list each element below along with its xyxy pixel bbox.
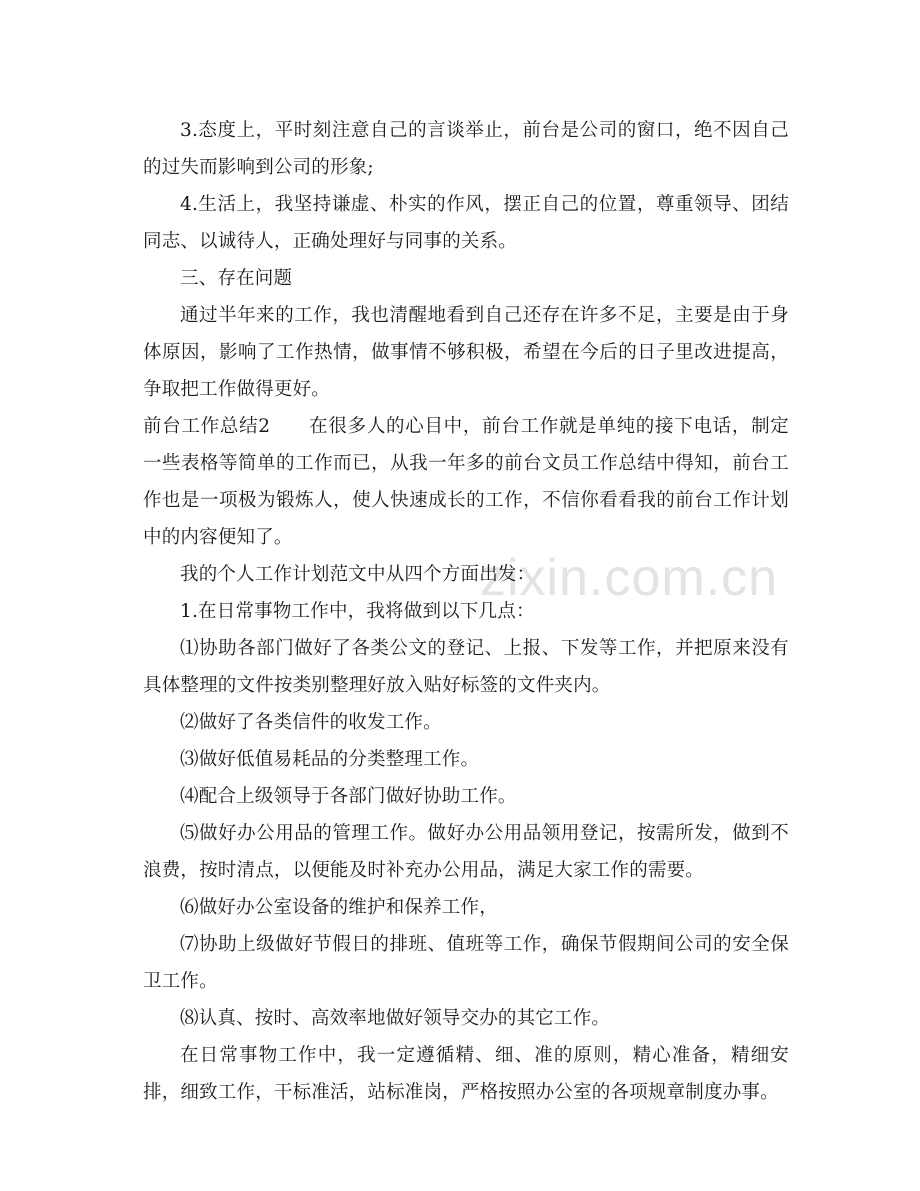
list-item-8: ⑻认真、按时、高效率地做好领导交办的其它工作。 <box>180 1008 611 1029</box>
watermark: zixin.com.cn <box>480 549 779 607</box>
paragraph-summary-2: 前台工作总结2 在很多人的心目中，前台工作就是单纯的接下电话，制定一些表格等简单的工作而已，从我一年多的前台文员工作总结中得知，前台工作也是一项极为锻炼人，使人快速成长的工作，不信你看看我的前台工作计划中的内容便知了。 <box>143 416 789 548</box>
paragraph-problems: 通过半年来的工作，我也清醒地看到自己还存在许多不足，主要是由于身体原因，影响了工作热情，做事情不够积极，希望在今后的日子里改进提高，争取把工作做得更好。 <box>143 305 789 400</box>
paragraph-plan-intro: 我的个人工作计划范文中从四个方面出发： <box>180 564 536 585</box>
list-item-1: ⑴协助各部门做好了各类公文的登记、上报、下发等工作，并把原来没有具体整理的文件按类别整理好放入贴好标签的文件夹内。 <box>143 638 789 696</box>
paragraph-life: 4.生活上，我坚持谦虚、朴实的作风，摆正自己的位置，尊重领导、团结同志、以诚待人，正确处理好与同事的关系。 <box>143 194 789 252</box>
list-item-4: ⑷配合上级领导于各部门做好协助工作。 <box>180 786 517 807</box>
list-item-5: ⑸做好办公用品的管理工作。做好办公用品领用登记，按需所发，做到不浪费，按时清点，以便能及时补充办公用品，满足大家工作的需要。 <box>143 823 789 881</box>
document-page <box>143 112 789 1111</box>
section-heading-problems: 三、存在问题 <box>180 268 293 289</box>
list-item-7: ⑺协助上级做好节假日的排班、值班等工作，确保节假期间公司的安全保卫工作。 <box>143 934 789 992</box>
list-item-3: ⑶做好低值易耗品的分类整理工作。 <box>180 749 480 770</box>
paragraph-principles: 在日常事物工作中，我一定遵循精、细、准的原则，精心准备，精细安排，细致工作，干标准活，站标准岗，严格按照办公室的各项规章制度办事。 <box>143 1045 789 1103</box>
paragraph-daily-work: 1.在日常事物工作中，我将做到以下几点： <box>180 601 535 622</box>
document-body <box>143 112 789 1111</box>
paragraph-attitude: 3.态度上，平时刻注意自己的言谈举止，前台是公司的窗口，绝不因自己的过失而影响到公司的形象; <box>143 120 789 178</box>
list-item-2: ⑵做好了各类信件的收发工作。 <box>180 712 442 733</box>
list-item-6: ⑹做好办公室设备的维护和保养工作， <box>180 897 498 918</box>
